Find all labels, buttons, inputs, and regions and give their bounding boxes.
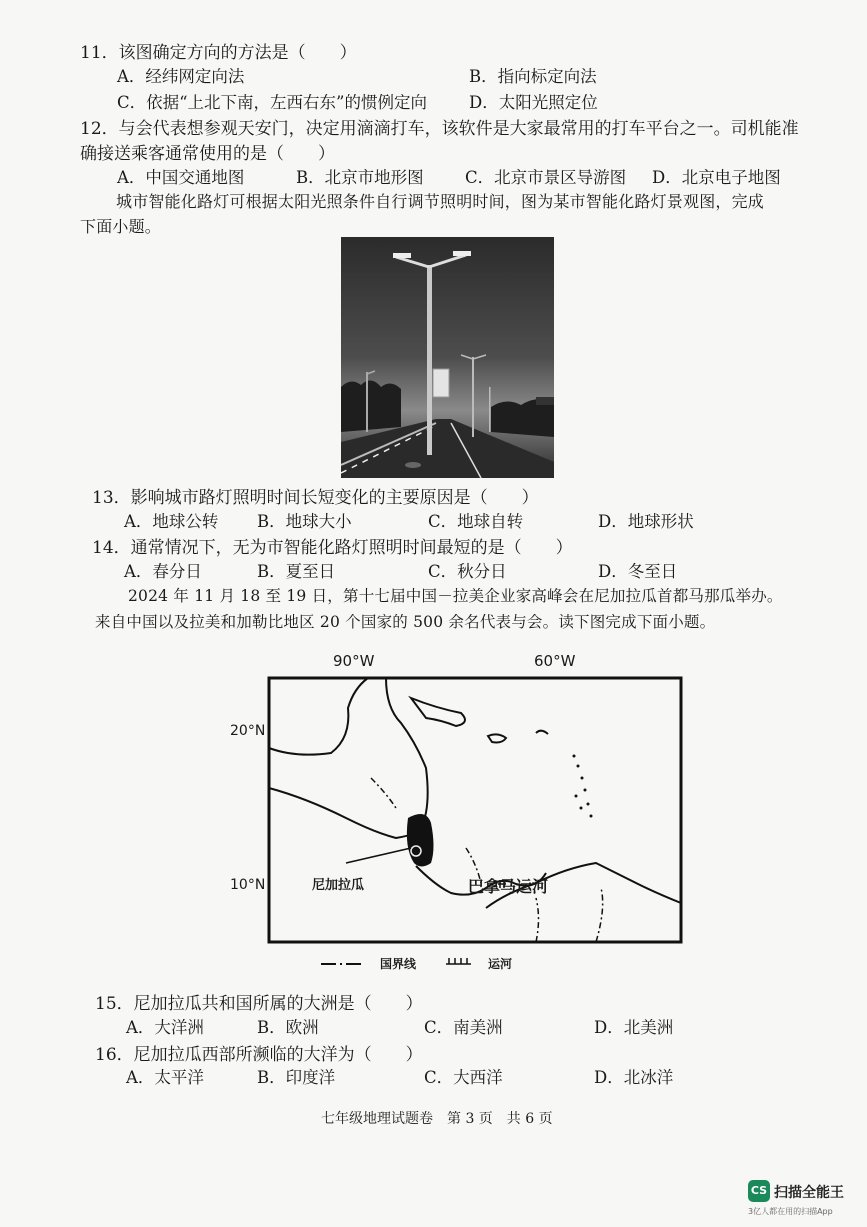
q13-option-a: A．地球公转 <box>124 512 219 531</box>
label-nicaragua: 尼加拉瓜 <box>312 878 365 893</box>
camscanner-tagline: 3亿人都在用的扫描App <box>748 1207 833 1216</box>
lon-label-90w: 90°W <box>333 652 375 670</box>
q16-stem: 16．尼加拉瓜西部所濒临的大洋为（ ） <box>95 1045 423 1065</box>
q11-stem: 11．该图确定方向的方法是（ ） <box>80 43 357 63</box>
q11-option-c: C．依据“上北下南，左西右东”的惯例定向 <box>117 93 427 112</box>
legend-canal-label: 运河 <box>488 957 513 971</box>
lat-label-20n: 20°N <box>230 723 266 739</box>
q15-option-d: D．北美洲 <box>594 1018 674 1037</box>
q12-stem-line2: 确接送乘客通常使用的是（ ） <box>80 144 335 164</box>
intro2-line1: 2024 年 11 月 18 至 19 日，第十七届中国－拉美企业家高峰会在尼加拉瓜首都马那瓜举办。 <box>128 587 783 605</box>
q14-option-c: C．秋分日 <box>428 562 507 581</box>
q12-option-b: B．北京市地形图 <box>296 168 424 187</box>
q14-option-a: A．春分日 <box>124 562 202 581</box>
q13-stem: 13．影响城市路灯照明时间长短变化的主要原因是（ ） <box>92 488 539 508</box>
q14-option-b: B．夏至日 <box>257 562 336 581</box>
lon-label-60w: 60°W <box>534 652 576 670</box>
q11-option-d: D．太阳光照定位 <box>469 93 598 112</box>
q16-option-d: D．北冰洋 <box>594 1068 674 1087</box>
lat-label-10n: 10°N <box>230 877 266 893</box>
q12-option-a: A．中国交通地图 <box>117 168 245 187</box>
q14-stem: 14．通常情况下，无为市智能化路灯照明时间最短的是（ ） <box>92 538 573 558</box>
q12-option-c: C．北京市景区导游图 <box>465 168 627 187</box>
street-lamp-photo <box>341 237 554 478</box>
q12-option-d: D．北京电子地图 <box>652 168 781 187</box>
q13-option-d: D．地球形状 <box>598 512 694 531</box>
intro1-line2: 下面小题。 <box>80 217 162 236</box>
q11-option-b: B．指向标定向法 <box>469 67 597 86</box>
q13-option-c: C．地球自转 <box>428 512 524 531</box>
legend-border-label: 国界线 <box>380 957 417 971</box>
central-america-map <box>230 648 716 978</box>
q15-stem: 15．尼加拉瓜共和国所属的大洲是（ ） <box>95 994 423 1014</box>
q16-option-a: A．太平洋 <box>126 1068 204 1087</box>
q14-option-d: D．冬至日 <box>598 562 678 581</box>
camscanner-logo-icon: CS <box>748 1180 770 1202</box>
q16-option-c: C．大西洋 <box>424 1068 503 1087</box>
camscanner-watermark <box>748 1180 858 1220</box>
q15-option-b: B．欧洲 <box>257 1018 319 1037</box>
page-footer: 七年级地理试题卷 第 3 页 共 6 页 <box>321 1111 553 1127</box>
q15-option-a: A．大洋洲 <box>126 1018 204 1037</box>
intro1-line1: 城市智能化路灯可根据太阳光照条件自行调节照明时间，图为某市智能化路灯景观图，完成 <box>116 192 765 211</box>
q12-stem-line1: 12．与会代表想参观天安门，决定用滴滴打车，该软件是大家最常用的打车平台之一。司机能准 <box>80 119 799 139</box>
q13-option-b: B．地球大小 <box>257 512 352 531</box>
label-panama-canal: 巴拿马运河 <box>468 877 549 896</box>
q11-option-a: A．经纬网定向法 <box>117 67 245 86</box>
q16-option-b: B．印度洋 <box>257 1068 336 1087</box>
camscanner-name: 扫描全能王 <box>774 1185 844 1201</box>
intro2-line2: 来自中国以及拉美和加勒比地区 20 个国家的 500 余名代表与会。读下图完成下面小题。 <box>95 613 716 631</box>
q15-option-c: C．南美洲 <box>424 1018 503 1037</box>
